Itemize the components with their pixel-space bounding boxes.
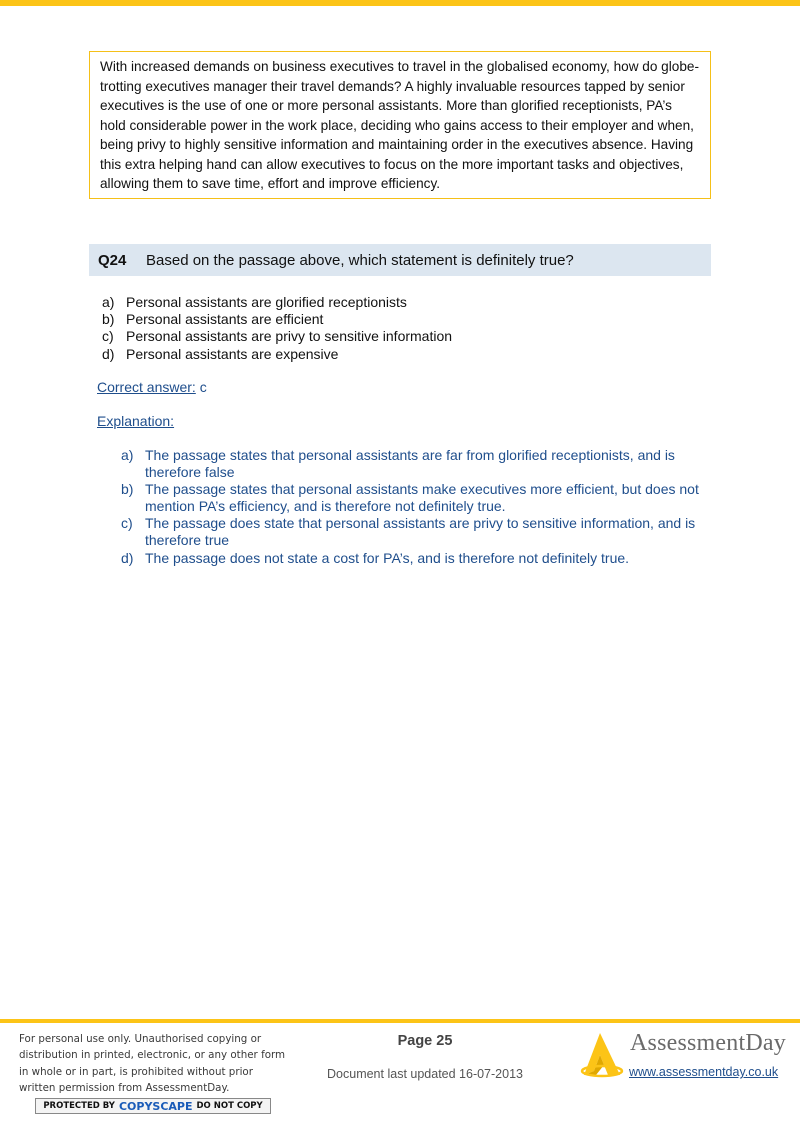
option-text: Personal assistants are efficient [126,311,324,328]
brand-name: AssessmentDay [630,1030,786,1056]
document-updated: Document last updated 16-07-2013 [327,1067,523,1081]
correct-answer [97,379,207,395]
answer-options [102,294,702,363]
explanation-text: The passage states that personal assistants are far from glorified receptionists, and is therefore false [145,447,675,481]
option-c [102,328,702,345]
question-header [89,244,711,276]
copyscape-suffix: DO NOT COPY [196,1101,263,1111]
option-letter: d) [102,345,115,362]
explanation-text: The passage states that personal assistants make executives more efficient, but does not mention PA’s efficiency, and is therefore not definitely true. [145,481,699,515]
passage-text: With increased demands on business executives to travel in the globalised economy, how do globe-trotting executives manager their travel demands? A highly invaluable resources tapped by senior executives is the use of one or more personal assistants. More than glorified receptionists, PA’s hold considerable power in the work place, deciding who gains access to their employer and when, being privy to highly sensitive information and maintaining order in the executives absence. Having this extra helping hand can allow executives to focus on the more important tasks and objectives, allowing them to save time, effort and improve efficiency. [100,59,699,191]
explanation-label: Explanation: [97,413,175,429]
option-letter: a) [102,294,115,310]
option-a [102,294,702,311]
copyscape-badge[interactable] [35,1098,271,1114]
option-letter: b) [102,311,115,328]
explanation-letter: a) [121,447,134,463]
explanation-item-d [121,550,701,567]
explanation-item-c [121,515,701,549]
correct-answer-label: Correct answer: [97,379,196,395]
explanation-list [121,447,701,567]
copyscape-prefix: PROTECTED BY [43,1101,115,1111]
option-text: Personal assistants are expensive [126,345,339,362]
brand-url-link[interactable]: www.assessmentday.co.uk [629,1065,779,1079]
option-d [102,346,702,363]
question-number: Q24 [98,251,127,269]
top-accent-bar [0,0,800,6]
option-b [102,311,702,328]
footer-accent-bar [0,1019,800,1023]
copyscape-brand: COPYSCAPE [118,1099,193,1113]
option-text: Personal assistants are privy to sensitive information [126,328,453,345]
explanation-item-b [121,481,701,515]
explanation-item-a [121,447,701,481]
option-letter: c) [102,328,114,345]
explanation-text: The passage does not state a cost for PA’s, and is therefore not definitely true. [145,549,630,566]
option-text: Personal assistants are glorified receptionists [126,294,407,310]
explanation-letter: c) [121,515,133,532]
page-number: Page 25 [397,1033,453,1049]
correct-answer-value: c [195,379,207,395]
explanation-letter: b) [121,481,134,498]
footer-disclaimer: For personal use only. Unauthorised copying or distribution in printed, electronic, or any other form in whole or in part, is prohibited without prior written permission from AssessmentDay. [19,1033,286,1095]
explanation-letter: d) [121,549,134,566]
assessmentday-logo-icon [578,1031,626,1079]
passage-box [89,51,711,199]
question-text: Based on the passage above, which statement is definitely true? [146,251,574,269]
explanation-text: The passage does state that personal assistants are privy to sensitive information, and is therefore true [145,515,696,549]
